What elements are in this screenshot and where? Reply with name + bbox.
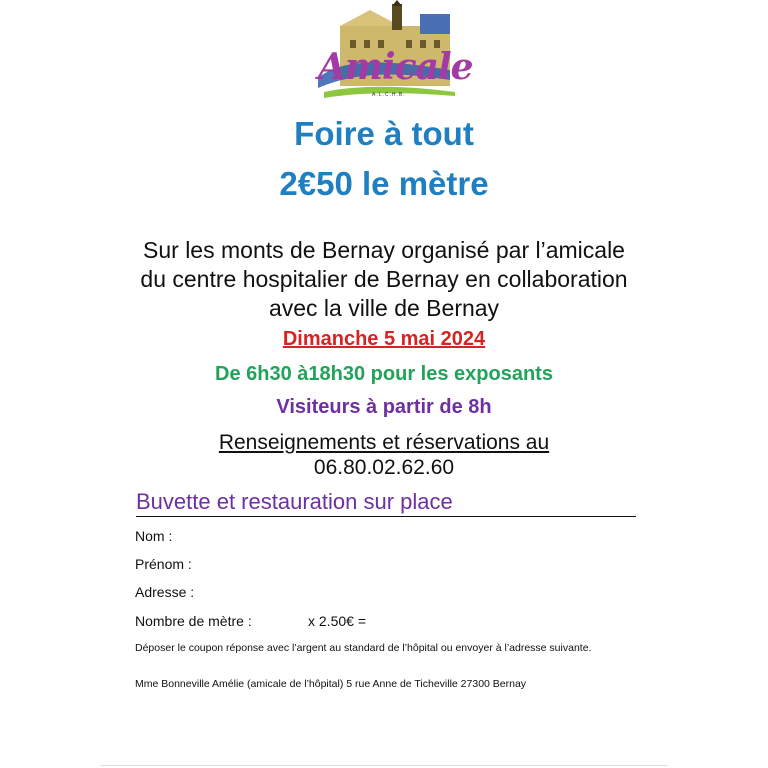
form-firstname-label: Prénom : xyxy=(135,556,192,572)
description-line: du centre hospitalier de Bernay en collaboration xyxy=(140,266,628,292)
form-name-label: Nom : xyxy=(135,528,173,544)
page-edge xyxy=(100,765,668,766)
price-heading: 2€50 le mètre xyxy=(279,165,489,202)
amicale-logo-text: Amicale xyxy=(318,46,473,88)
buvette-heading: Buvette et restauration sur place xyxy=(136,489,453,514)
info-block xyxy=(0,430,768,480)
coupon-note: Déposer le coupon réponse avec l’argent au standard de l’hôpital ou envoyer à l’adresse suivante. xyxy=(135,642,592,654)
exhibitor-hours: De 6h30 à18h30 pour les exposants xyxy=(215,363,553,385)
info-label: Renseignements et réservations au xyxy=(218,431,550,454)
page-title: Foire à tout xyxy=(294,115,474,152)
form-multiplier: x 2.50€ = xyxy=(308,613,366,629)
form-address-label: Adresse : xyxy=(135,584,195,600)
visitor-hours: Visiteurs à partir de 8h xyxy=(276,396,492,418)
description-line: avec la ville de Bernay xyxy=(268,295,500,321)
postal-address: Mme Bonneville Amélie (amicale de l’hôpital) 5 rue Anne de Ticheville 27300 Bernay xyxy=(135,678,527,690)
description xyxy=(0,236,768,323)
phone-number[interactable]: 06.80.02.62.60 xyxy=(313,456,455,479)
divider xyxy=(136,516,636,517)
event-date: Dimanche 5 mai 2024 xyxy=(282,328,486,350)
logo-subtext: A.L.C.H.B. xyxy=(372,92,406,98)
form-meters-label: Nombre de mètre : xyxy=(135,613,252,629)
description-line: Sur les monts de Bernay organisé par l’amicale xyxy=(143,237,625,263)
